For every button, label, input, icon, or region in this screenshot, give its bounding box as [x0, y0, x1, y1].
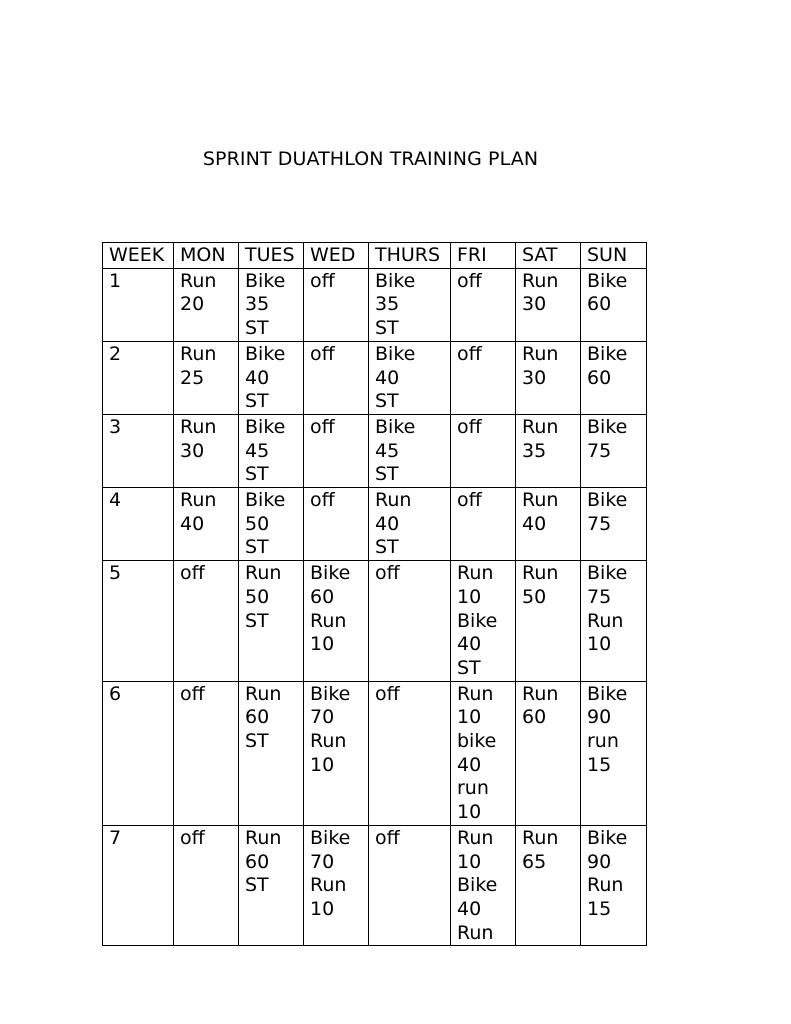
workout-cell: Bike 35 ST — [239, 268, 304, 341]
workout-cell: off — [174, 825, 239, 946]
table-row — [103, 825, 647, 946]
table-row — [103, 561, 647, 682]
workout-cell: off — [451, 414, 516, 487]
workout-cell: Bike 75 — [581, 488, 647, 561]
workout-cell: Bike 45 ST — [369, 414, 451, 487]
week-number-cell: 3 — [103, 414, 174, 487]
header-tues: TUES — [239, 243, 304, 269]
workout-cell: Run 30 — [174, 414, 239, 487]
workout-cell: Bike 60 Run 10 — [304, 561, 369, 682]
workout-cell: Run 50 — [516, 561, 581, 682]
workout-cell: Bike 60 — [581, 341, 647, 414]
workout-cell: Bike 75 — [581, 414, 647, 487]
week-number-cell: 4 — [103, 488, 174, 561]
table-header-row — [103, 243, 647, 269]
workout-cell: Run 10 Bike 40 ST — [451, 561, 516, 682]
workout-cell: Bike 40 ST — [369, 341, 451, 414]
workout-cell: off — [369, 561, 451, 682]
workout-cell: Bike 45 ST — [239, 414, 304, 487]
header-sat: SAT — [516, 243, 581, 269]
table-row — [103, 268, 647, 341]
workout-cell: Bike 90 Run 15 — [581, 825, 647, 946]
workout-cell: off — [304, 341, 369, 414]
workout-cell: off — [304, 488, 369, 561]
workout-cell: off — [451, 488, 516, 561]
workout-cell: off — [369, 681, 451, 825]
week-number-cell: 6 — [103, 681, 174, 825]
workout-cell: Bike 35 ST — [369, 268, 451, 341]
table-row — [103, 681, 647, 825]
workout-cell: Bike 90 run 15 — [581, 681, 647, 825]
workout-cell: off — [369, 825, 451, 946]
header-week: WEEK — [103, 243, 174, 269]
workout-cell: Bike 75 Run 10 — [581, 561, 647, 682]
header-sun: SUN — [581, 243, 647, 269]
workout-cell: Run 60 — [516, 681, 581, 825]
table-row — [103, 341, 647, 414]
workout-cell: Bike 50 ST — [239, 488, 304, 561]
workout-cell: off — [304, 414, 369, 487]
workout-cell: Run 10 Bike 40 Run — [451, 825, 516, 946]
workout-cell: Run 20 — [174, 268, 239, 341]
workout-cell: Run 25 — [174, 341, 239, 414]
workout-cell: Run 60 ST — [239, 825, 304, 946]
table-row — [103, 488, 647, 561]
week-number-cell: 2 — [103, 341, 174, 414]
week-number-cell: 1 — [103, 268, 174, 341]
workout-cell: Run 65 — [516, 825, 581, 946]
workout-cell: Run 50 ST — [239, 561, 304, 682]
training-plan-table — [102, 242, 647, 946]
workout-cell: Bike 60 — [581, 268, 647, 341]
workout-cell: off — [451, 341, 516, 414]
workout-cell: Run 30 — [516, 268, 581, 341]
workout-cell: Run 35 — [516, 414, 581, 487]
week-number-cell: 7 — [103, 825, 174, 946]
workout-cell: Run 30 — [516, 341, 581, 414]
workout-cell: Run 60 ST — [239, 681, 304, 825]
workout-cell: Run 40 — [174, 488, 239, 561]
workout-cell: Bike 70 Run 10 — [304, 825, 369, 946]
workout-cell: off — [304, 268, 369, 341]
header-mon: MON — [174, 243, 239, 269]
week-number-cell: 5 — [103, 561, 174, 682]
workout-cell: off — [174, 561, 239, 682]
header-wed: WED — [304, 243, 369, 269]
workout-cell: Run 40 — [516, 488, 581, 561]
workout-cell: Run 40 ST — [369, 488, 451, 561]
header-thurs: THURS — [369, 243, 451, 269]
header-fri: FRI — [451, 243, 516, 269]
page-title: SPRINT DUATHLON TRAINING PLAN — [202, 148, 539, 170]
workout-cell: Run 10 bike 40 run 10 — [451, 681, 516, 825]
table-row — [103, 414, 647, 487]
workout-cell: off — [174, 681, 239, 825]
workout-cell: Bike 70 Run 10 — [304, 681, 369, 825]
workout-cell: Bike 40 ST — [239, 341, 304, 414]
workout-cell: off — [451, 268, 516, 341]
